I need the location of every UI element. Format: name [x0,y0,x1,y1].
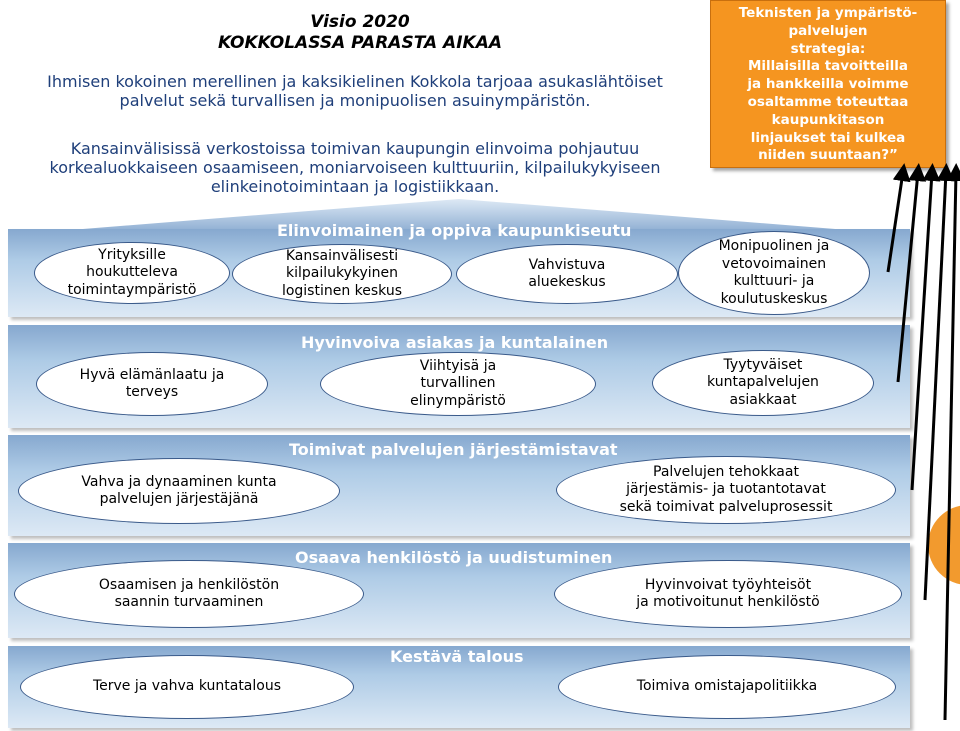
oval-line: turvallinen [420,375,496,392]
oval-line: sekä toimivat palveluprosessit [619,498,833,515]
vision-paragraph-1 [0,72,710,110]
vision-paragraph-2 [0,139,710,196]
arrow [945,172,956,720]
text-line: palvelut sekä turvallisen ja monipuolisen asuinympäristön. [119,91,591,110]
text-line: elinkeinotoimintaan ja logistiikkaan. [210,177,500,196]
goal-oval [652,350,874,416]
text-line: Kansainvälisissä verkostoissa toimivan kaupungin elinvoima pohjautuu [70,139,640,158]
text-line: Ihmisen kokoinen merellinen ja kaksikielinen Kokkola tarjoaa asukaslähtöiset [47,72,663,91]
goal-oval [232,244,452,304]
oval-line: järjestämis- ja tuotantotavat [626,481,826,498]
oval-line: ja motivoitunut henkilöstö [636,594,820,610]
strategy-line: linjaukset tai kulkea [750,129,906,146]
oval-line: elinympäristö [410,392,506,409]
goal-oval [14,560,364,628]
oval-line: Toimiva omistajapolitiikka [636,678,818,695]
arrows-overlay [870,160,960,731]
arrow [888,172,903,272]
goal-oval [554,560,902,628]
strategy-box [710,0,946,168]
oval-line: Terve ja vahva kuntatalous [92,678,282,695]
goal-oval [556,456,896,524]
band-title: Kestävä talous [390,647,524,666]
strategy-line: Teknisten ja ympäristö- [738,5,918,21]
goal-oval [678,231,870,315]
oval-line: asiakkaat [729,391,797,408]
arrow [898,172,918,382]
oval-line: kilpailukykyinen [285,265,399,282]
text-line: korkealuokkaiseen osaamiseen, moniarvoiseen kulttuuriin, kilpailukykyiseen [49,158,661,177]
band-title: Osaava henkilöstö ja uudistuminen [295,548,613,567]
oval-line: terveys [125,384,179,400]
oval-line: Osaamisen ja henkilöstön [98,576,280,593]
oval-line: palvelujen järjestäjänä [99,491,259,507]
oval-line: logistinen keskus [281,282,403,299]
oval-line: kuntapalvelujen [707,374,819,391]
oval-line: Kansainvälisesti [285,247,399,264]
oval-line: vetovoimainen [721,255,827,272]
oval-line: Viihtyisä ja [419,357,497,374]
oval-line: Palvelujen tehokkaat [653,463,799,480]
goal-oval [558,655,896,719]
goal-oval [36,352,268,416]
strategy-line: ja hankkeilla voimme [747,76,909,93]
band-title: Hyvinvoiva asiakas ja kuntalainen [301,333,609,352]
goal-oval [456,244,678,304]
strategy-line: osaltamme toteuttaa [747,93,909,110]
oval-line: Vahvistuva [528,256,606,273]
oval-line: saannin turvaaminen [114,594,264,610]
arrow [912,172,932,490]
oval-line: Hyvinvoivat työyhteisöt [644,576,812,593]
band-title: Elinvoimainen ja oppiva kaupunkiseutu [277,221,632,240]
oval-line: toimintaympäristö [67,281,197,298]
goal-oval [320,352,596,416]
oval-line: Tyytyväiset [723,356,803,373]
goal-oval [20,655,354,719]
oval-line: Hyvä elämänlaatu ja [79,366,225,383]
strategy-line: kaupunkitason [771,111,885,128]
oval-line: aluekeskus [528,274,606,290]
strategy-line: palvelujen [788,22,868,39]
oval-line: kulttuuri- ja [733,273,815,289]
goal-oval [34,242,230,304]
oval-line: houkutteleva [86,264,178,281]
oval-line: Yrityksille [98,246,166,263]
strategy-line: niiden suuntaan?” [758,147,898,164]
goal-oval [18,458,340,524]
vision-subtitle: KOKKOLASSA PARASTA AIKAA [217,33,503,53]
strategy-line: strategia: [790,40,866,57]
band-title: Toimivat palvelujen järjestämistavat [289,440,618,459]
oval-line: koulutuskeskus [720,290,828,307]
vision-title: Visio 2020 [310,12,410,32]
oval-line: Monipuolinen ja [718,238,830,254]
strategy-line: Millaisilla tavoitteilla [747,58,909,75]
oval-line: Vahva ja dynaaminen kunta [81,473,277,490]
